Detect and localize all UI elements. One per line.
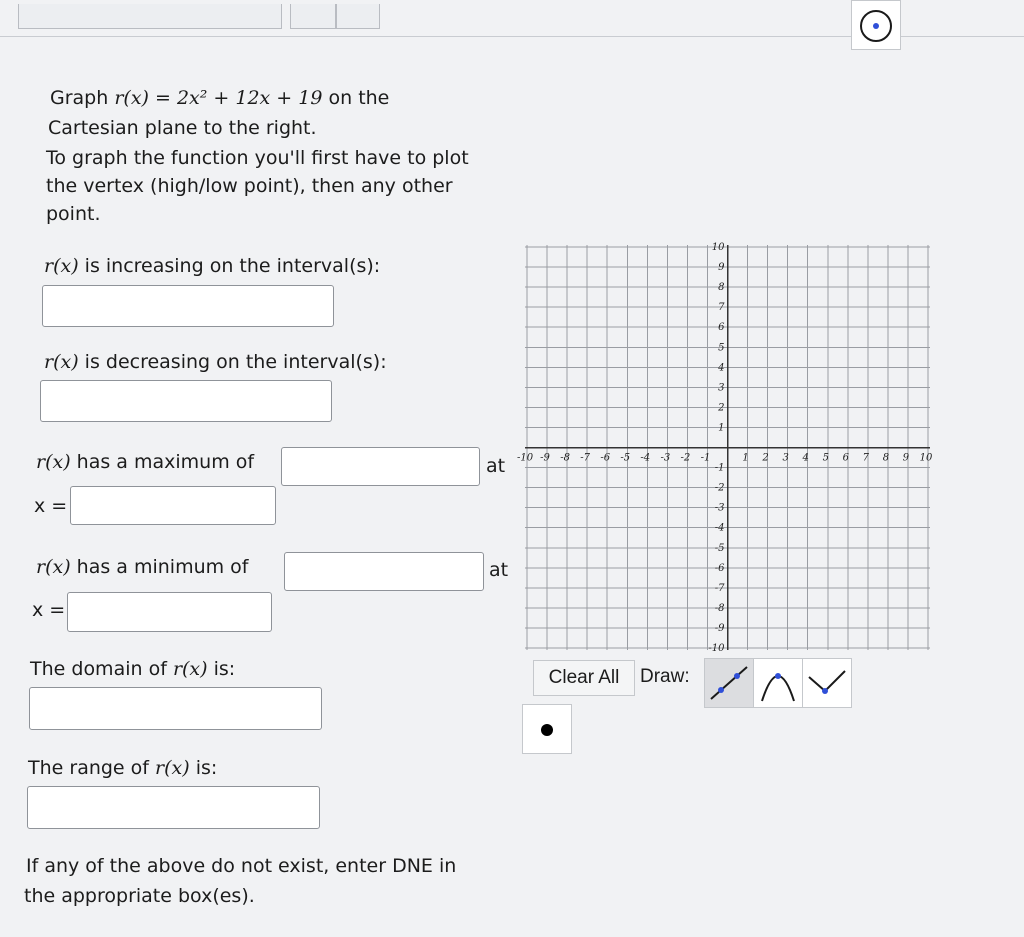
x-tick-label: -3 — [660, 452, 671, 464]
parabola-down-icon — [754, 659, 802, 707]
x-tick-label: 2 — [762, 452, 769, 464]
x-tick-label: -7 — [580, 452, 591, 464]
x-tick-label: 7 — [862, 452, 870, 464]
y-tick-label: 7 — [718, 302, 725, 314]
increasing-label: r(x) is increasing on the interval(s): — [44, 255, 381, 277]
decreasing-input[interactable] — [40, 380, 332, 422]
x-tick-label: -1 — [700, 452, 711, 464]
top-tab[interactable] — [290, 4, 336, 29]
maximum-label: r(x) has a maximum of — [36, 451, 255, 473]
top-tab[interactable] — [336, 4, 380, 29]
problem-line-2: Cartesian plane to the right. — [48, 117, 317, 139]
range-label: The range of r(x) is: — [28, 757, 218, 779]
increasing-input[interactable] — [42, 285, 334, 327]
problem-line-1: Graph r(x) = 2x² + 12x + 19 on the — [50, 87, 390, 109]
minimum-label: r(x) has a minimum of — [36, 556, 249, 578]
parabola-down-tool-button[interactable] — [753, 658, 803, 708]
x-tick-label: 3 — [782, 452, 789, 464]
x-tick-label: -6 — [600, 452, 611, 464]
maximum-at-label: at — [486, 455, 506, 477]
maximum-value-input[interactable] — [281, 447, 480, 486]
y-tick-label: -5 — [714, 542, 725, 554]
y-tick-label: -8 — [714, 602, 725, 614]
y-tick-label: 6 — [718, 322, 725, 334]
clear-all-button[interactable]: Clear All — [533, 660, 635, 696]
x-tick-label: 4 — [802, 452, 809, 464]
circle-tool-icon — [852, 1, 900, 49]
minimum-x-input[interactable] — [67, 592, 272, 632]
x-tick-label: 10 — [919, 452, 933, 464]
point-tool-icon — [523, 705, 571, 753]
x-tick-label: 1 — [742, 452, 749, 464]
y-tick-label: 3 — [718, 382, 725, 394]
x-tick-label: -2 — [680, 452, 691, 464]
problem-line-5: point. — [46, 203, 101, 225]
x-tick-label: -4 — [640, 452, 651, 464]
cartesian-plane[interactable] — [516, 242, 933, 654]
line-tool-button[interactable] — [704, 658, 754, 708]
y-tick-label: -9 — [714, 622, 725, 634]
dne-note-line-1: If any of the above do not exist, enter DNE in — [26, 855, 457, 877]
x-tick-label: -5 — [620, 452, 631, 464]
domain-input[interactable] — [29, 687, 322, 730]
x-tick-labels — [517, 453, 933, 464]
y-tick-label: 4 — [718, 362, 725, 374]
x-tick-label: 6 — [842, 452, 849, 464]
maximum-x-input[interactable] — [70, 486, 276, 525]
x-tick-label: -9 — [540, 452, 550, 464]
domain-label: The domain of r(x) is: — [30, 658, 236, 680]
point-tool-button[interactable] — [522, 704, 572, 754]
y-tick-label: 8 — [718, 282, 725, 294]
minimum-value-input[interactable] — [284, 552, 484, 591]
x-tick-label: -10 — [516, 452, 534, 464]
maximum-x-label: x = — [34, 495, 68, 517]
y-tick-label: -4 — [714, 522, 725, 534]
parabola-up-icon — [803, 659, 851, 707]
range-input[interactable] — [27, 786, 320, 829]
y-tick-label: -3 — [714, 502, 725, 514]
parabola-up-tool-button[interactable] — [802, 658, 852, 708]
circle-tool-button[interactable] — [851, 0, 901, 50]
x-tick-label: 5 — [822, 452, 829, 464]
draw-label: Draw: — [640, 666, 690, 687]
y-tick-label: 10 — [711, 242, 725, 253]
minimum-at-label: at — [489, 559, 509, 581]
y-tick-label: -2 — [714, 482, 725, 494]
x-tick-label: 8 — [882, 452, 890, 464]
y-tick-label: -6 — [714, 562, 725, 574]
y-tick-label: 1 — [718, 422, 725, 434]
x-tick-label: 9 — [902, 452, 910, 464]
axes — [525, 245, 930, 650]
function-expression: r(x) = 2x² + 12x + 19 — [114, 87, 323, 109]
y-tick-label: 2 — [718, 402, 725, 414]
minimum-x-label: x = — [32, 599, 66, 621]
problem-line-4: the vertex (high/low point), then any other — [46, 175, 453, 197]
decreasing-label: r(x) is decreasing on the interval(s): — [44, 351, 387, 373]
problem-line-3: To graph the function you'll first have to plot — [46, 147, 469, 169]
line-tool-icon — [705, 659, 753, 707]
dne-note-line-2: the appropriate box(es). — [24, 885, 255, 907]
y-tick-label: -1 — [714, 462, 725, 474]
y-tick-label: 9 — [718, 262, 725, 274]
y-tick-label: -10 — [708, 643, 725, 654]
x-tick-label: -8 — [560, 452, 570, 464]
top-tab[interactable] — [18, 4, 282, 29]
y-tick-label: -7 — [714, 582, 725, 594]
y-tick-label: 5 — [718, 342, 725, 354]
